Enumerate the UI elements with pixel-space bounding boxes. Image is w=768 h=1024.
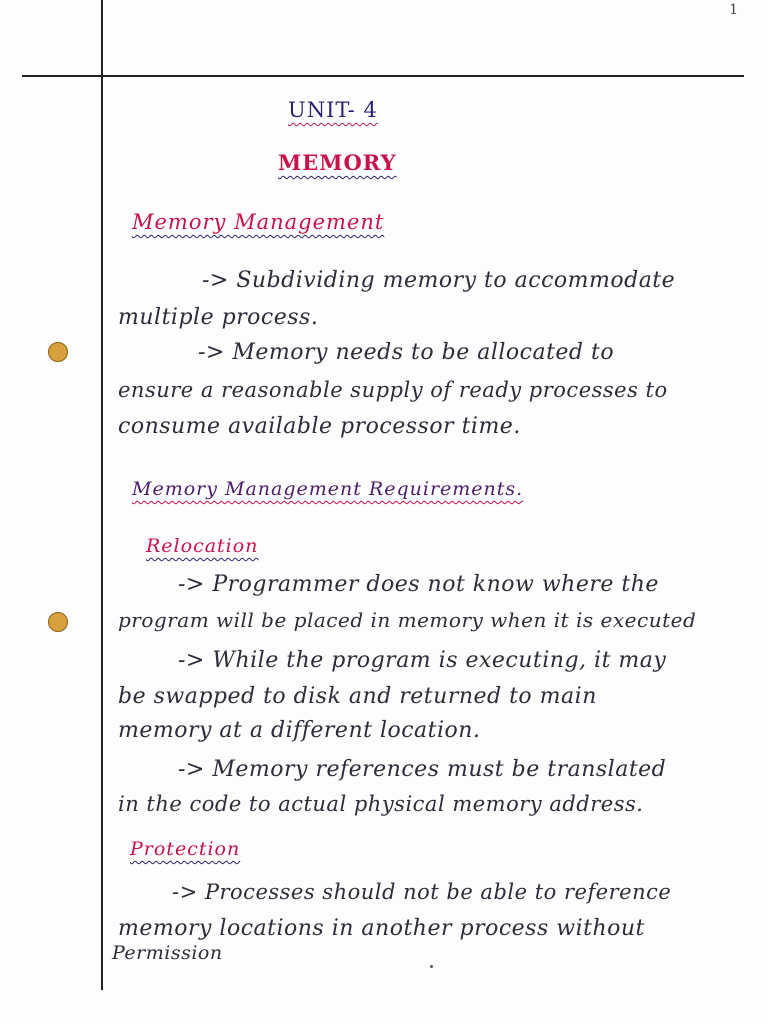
unit-title: UNIT- 4 — [288, 98, 378, 122]
note-line: program will be placed in memory when it is executed — [118, 608, 697, 632]
heading-protection: Protection — [130, 838, 241, 860]
chapter-title: MEMORY — [278, 150, 397, 175]
note-line: ensure a reasonable supply of ready processes to — [118, 378, 668, 402]
heading-requirements: Memory Management Requirements. — [132, 478, 524, 500]
header-rule — [22, 75, 744, 77]
heading-memory-management: Memory Management — [132, 210, 385, 234]
heading-relocation: Relocation — [146, 535, 259, 557]
note-line: in the code to actual physical memory address. — [118, 792, 644, 816]
note-line: memory locations in another process without — [118, 916, 645, 941]
note-line: -> Subdividing memory to accommodate — [202, 268, 676, 293]
note-line: be swapped to disk and returned to main — [118, 684, 597, 709]
note-line: -> Memory needs to be allocated to — [198, 340, 615, 365]
note-line: multiple process. — [118, 305, 319, 330]
note-line: -> Memory references must be translated — [178, 757, 667, 782]
note-line: -> Processes should not be able to reference — [172, 880, 672, 904]
note-line: consume available processor time. — [118, 414, 521, 439]
note-line: Permission — [112, 942, 223, 964]
page-number: 1 — [729, 2, 738, 18]
ink-speck — [430, 965, 433, 968]
note-line: -> While the program is executing, it may — [178, 648, 667, 673]
note-line: memory at a different location. — [118, 718, 481, 743]
binder-hole-top — [48, 342, 68, 362]
note-line: -> Programmer does not know where the — [178, 572, 659, 597]
binder-hole-bottom — [48, 612, 68, 632]
margin-line — [101, 0, 103, 990]
